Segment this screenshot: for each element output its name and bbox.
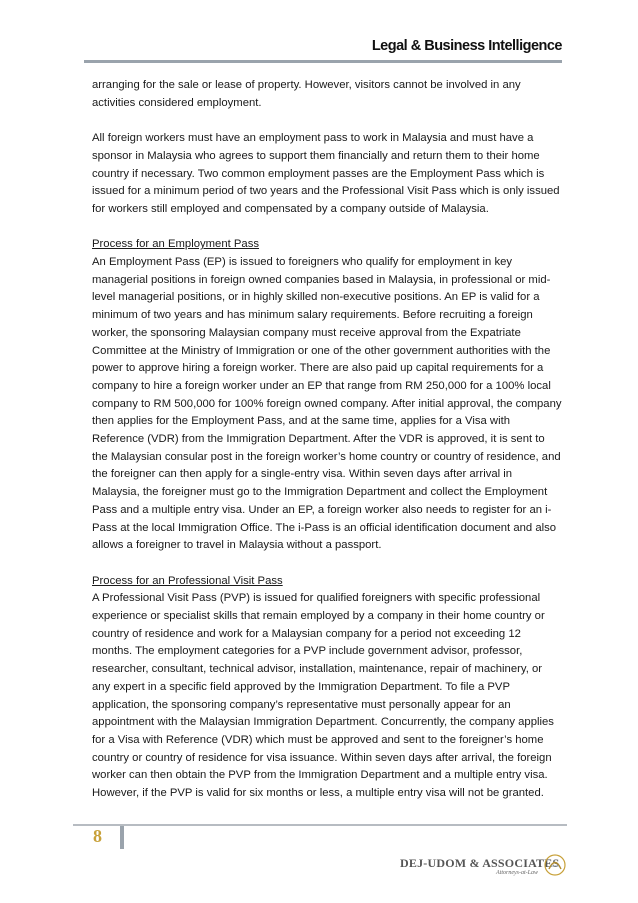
header-divider xyxy=(84,60,562,63)
firm-logo-icon xyxy=(543,852,567,878)
header-title: Legal & Business Intelligence xyxy=(371,38,562,54)
page-number: 8 xyxy=(93,826,102,846)
firm-name: DEJ-UDOM & ASSOCIATES xyxy=(400,856,560,870)
section-title-professional-visit-pass: Process for an Professional Visit Pass xyxy=(92,574,283,587)
footer-divider xyxy=(73,824,567,826)
page-number-divider xyxy=(120,826,124,849)
section-text-professional-visit-pass: A Professional Visit Pass (PVP) is issued for qualified foreigners with specific professional experience or specialist skills that remain employed by a company in their home country or country of residence and work for a Malaysian company for a period not exceeding 12 months. The employment categories for a PVP include government advisor, professor, researcher, consultant, technical advisor, installation, maintenance, repair of machinery, or any expert in a specific field approved by the Immigration Department. To file a PVP application, the sponsoring company’s representative must personally appear for an appointment with the Malaysian Immigration Department. Concurrently, the company applies for a Visa with Reference (VDR) which must be approved and sent to the foreigner’s home country or country of residence for visa issuance. Within seven days after arrival, the foreign worker can then obtain the PVP from the Immigration Department and a multiple entry visa. However, if the PVP is valid for six months or less, a multiple entry visa will not be granted. xyxy=(92,592,554,800)
paragraph-intro: arranging for the sale or lease of property. However, visitors cannot be involved in any activities considered employment. xyxy=(92,79,521,109)
paragraph-employment-passes: All foreign workers must have an employment pass to work in Malaysia and must have a sponsor in Malaysia who agrees to support them financially and return them to their home country if necessary. Two common employment passes are the Employment Pass which is issued for a minimum period of two years and the Professional Visit Pass which is only issued for workers still employed and compensated by a company outside of Malaysia. xyxy=(92,132,560,215)
firm-subtitle: Attorneys-at-Law xyxy=(496,870,538,876)
document-body xyxy=(92,77,562,820)
section-title-employment-pass: Process for an Employment Pass xyxy=(92,238,260,251)
section-text-employment-pass: An Employment Pass (EP) is issued to foreigners who qualify for employment in key managerial positions in foreign owned companies based in Malaysia, in professional or mid-level managerial positions, or in highly skilled non-executive positions. An EP is valid for a minimum of two years and has minimum salary requirements. Before recruiting a foreign worker, the sponsoring Malaysian company must receive approval from the Expatriate Committee at the Ministry of Immigration or one of the other government authorities with the power to approve hiring a foreign worker. There are also paid up capital requirements for a company to hire a foreign worker under an EP that range from RM 250,000 for a 100% local company to RM 500,000 for 100% foreign owned company. After initial approval, the company then applies for the Employment Pass, and at the same time, applies for a Visa with Reference (VDR) from the Immigration Department. After the VDR is approved, it is sent to the Malaysian consular post in the foreign worker’s home country or country of residence, and the foreigner can then apply for a single-entry visa. Within seven days after arrival in Malaysia, the foreigner must go to the Immigration Department and collect the Employment Pass and a multiple entry visa. Under an EP, a foreign worker also needs to register for an i-Pass at the local Immigration Office. The i-Pass is an official identification document and also allows a foreigner to travel in Malaysia without a passport. xyxy=(92,256,562,552)
